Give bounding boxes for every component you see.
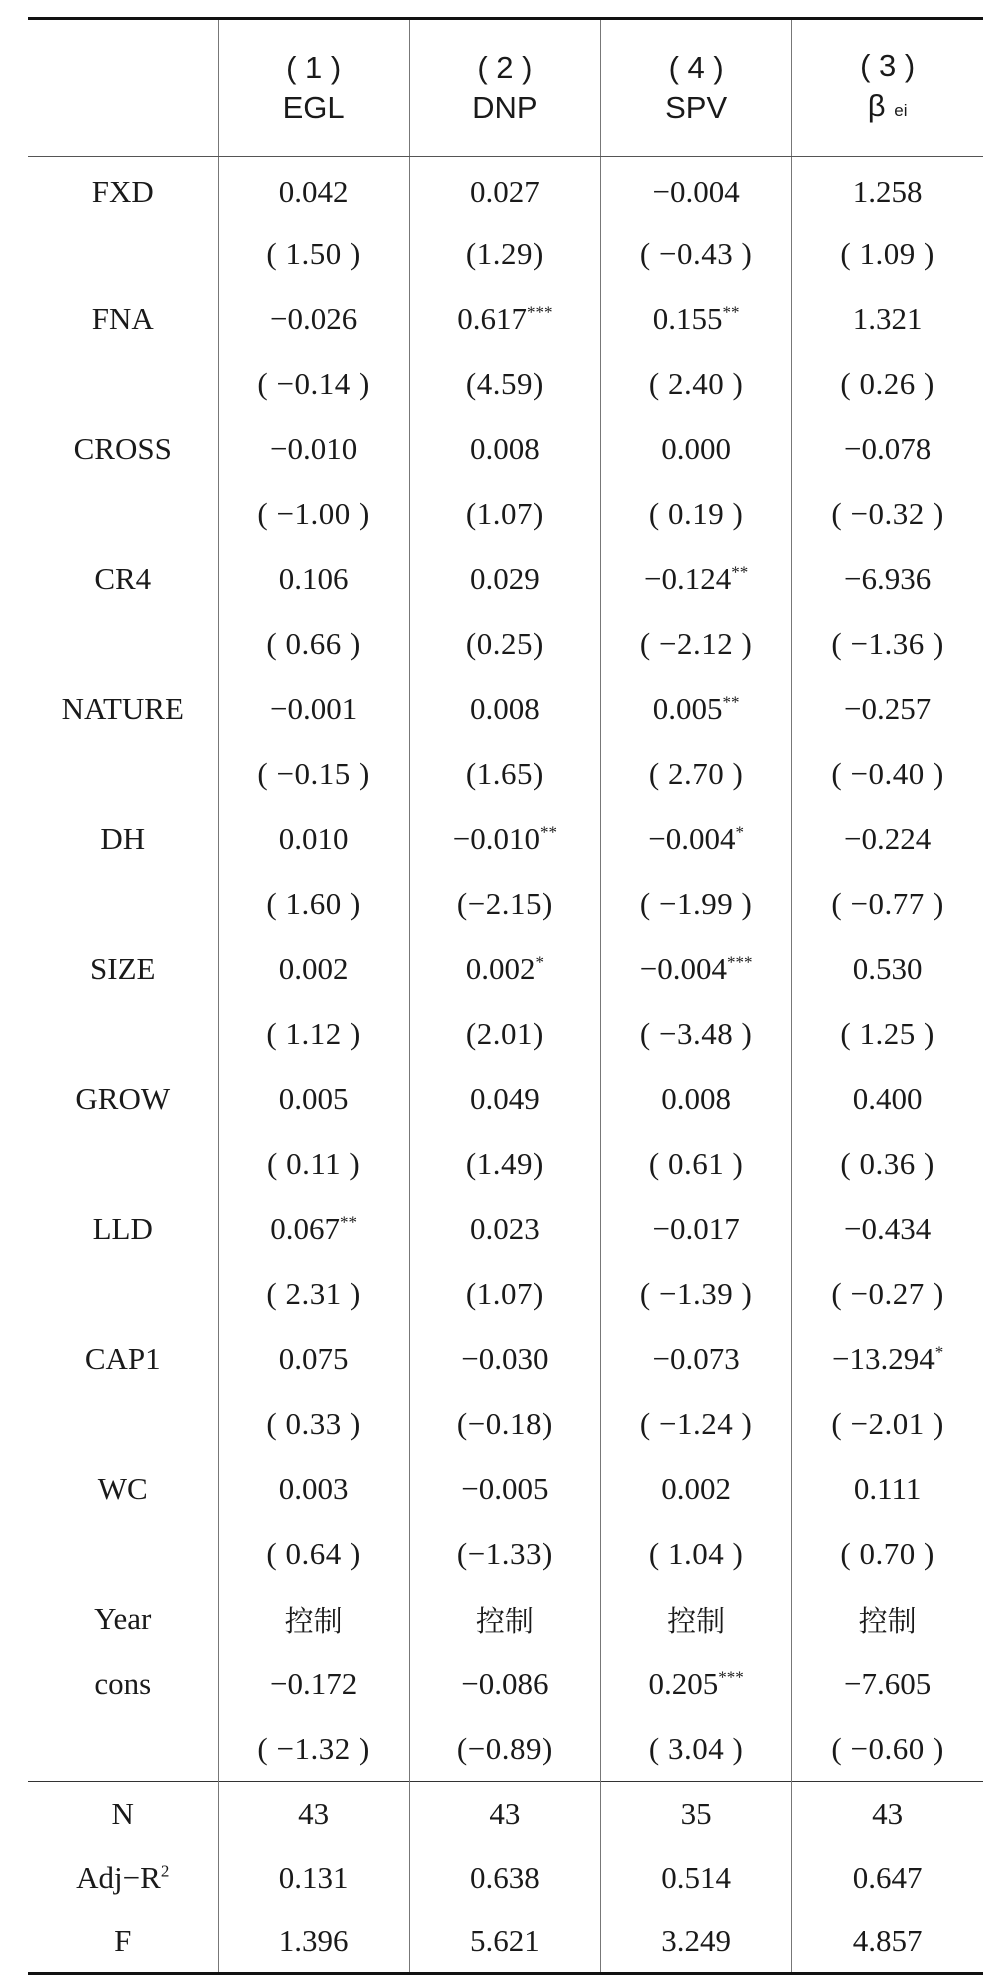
coef-value: 0.002 bbox=[465, 951, 536, 986]
coef-value: −0.078 bbox=[844, 431, 932, 466]
coef-cell bbox=[409, 547, 600, 612]
coef-value: 0.023 bbox=[470, 1211, 540, 1246]
coef-value: 0.067 bbox=[270, 1211, 340, 1246]
coef-value: −7.605 bbox=[844, 1666, 932, 1701]
coef-value: −6.936 bbox=[844, 561, 932, 596]
stat-value: 0.638 bbox=[409, 1846, 600, 1910]
coef-cell bbox=[792, 807, 983, 872]
header-corner bbox=[28, 19, 218, 157]
col-header-spv bbox=[601, 19, 792, 157]
coef-value: 0.075 bbox=[278, 1341, 349, 1376]
coef-row bbox=[28, 807, 983, 872]
row-label: SIZE bbox=[28, 937, 218, 1002]
t-stat-row bbox=[28, 1262, 983, 1327]
significance-stars: ** bbox=[340, 1212, 357, 1232]
coef-value: 0.005 bbox=[278, 1081, 349, 1116]
t-stat-row bbox=[28, 352, 983, 417]
row-label: DH bbox=[28, 807, 218, 872]
t-stat-cell: ( −1.24 ) bbox=[601, 1392, 792, 1457]
coef-value: 0.008 bbox=[470, 431, 540, 466]
coef-value: 0.002 bbox=[278, 951, 349, 986]
stat-value: 1.396 bbox=[218, 1910, 409, 1974]
t-stat-cell: ( 1.04 ) bbox=[601, 1522, 792, 1587]
t-stat-cell: ( −0.14 ) bbox=[218, 352, 409, 417]
coef-cell bbox=[218, 157, 409, 222]
stat-value: 43 bbox=[792, 1782, 983, 1846]
coef-value: 0.000 bbox=[661, 431, 731, 466]
coef-cell bbox=[409, 417, 600, 482]
coef-value: 0.530 bbox=[852, 951, 923, 986]
coef-value: −0.010 bbox=[270, 431, 358, 466]
coef-cell bbox=[218, 1457, 409, 1522]
coef-value: 0.617 bbox=[457, 301, 527, 336]
coef-row bbox=[28, 157, 983, 222]
t-stat-cell: ( 0.26 ) bbox=[792, 352, 983, 417]
row-label: LLD bbox=[28, 1197, 218, 1262]
t-stat-cell: ( −3.48 ) bbox=[601, 1002, 792, 1067]
row-label bbox=[28, 1846, 218, 1910]
row-label-empty bbox=[28, 222, 218, 287]
coef-cell bbox=[218, 417, 409, 482]
header-row bbox=[28, 19, 983, 157]
row-label-empty bbox=[28, 1392, 218, 1457]
coef-value: 0.205 bbox=[648, 1666, 719, 1701]
coef-value: −0.004 bbox=[648, 821, 736, 856]
row-label: FNA bbox=[28, 287, 218, 352]
t-stat-row bbox=[28, 482, 983, 547]
stat-value: 43 bbox=[218, 1782, 409, 1846]
row-label: WC bbox=[28, 1457, 218, 1522]
coef-cell bbox=[792, 417, 983, 482]
t-stat-row bbox=[28, 742, 983, 807]
coef-row bbox=[28, 677, 983, 742]
significance-stars: * bbox=[934, 1342, 944, 1362]
col-header-num: ( 4 ) bbox=[668, 50, 724, 85]
coef-row bbox=[28, 1457, 983, 1522]
col-header-name: SPV bbox=[665, 90, 728, 125]
coef-cell bbox=[601, 287, 792, 352]
t-stat-cell: (4.59) bbox=[409, 352, 600, 417]
t-stat-cell: (1.29) bbox=[409, 222, 600, 287]
coef-value: 0.155 bbox=[652, 301, 723, 336]
t-stat-cell: ( 1.09 ) bbox=[792, 222, 983, 287]
t-stat-cell: (1.07) bbox=[409, 1262, 600, 1327]
t-stat-cell: ( 0.11 ) bbox=[218, 1132, 409, 1197]
stat-row bbox=[28, 1782, 983, 1846]
coef-value: 0.027 bbox=[470, 174, 540, 210]
coef-row bbox=[28, 1067, 983, 1132]
t-stat-cell: ( 0.33 ) bbox=[218, 1392, 409, 1457]
coef-cell bbox=[792, 1652, 983, 1717]
t-stat-cell: ( 0.64 ) bbox=[218, 1522, 409, 1587]
coef-cell bbox=[409, 807, 600, 872]
year-row bbox=[28, 1587, 983, 1652]
coef-value: −0.030 bbox=[461, 1341, 549, 1376]
significance-stars: * bbox=[535, 952, 544, 972]
coef-value: −0.026 bbox=[270, 301, 358, 336]
row-label bbox=[28, 1910, 218, 1974]
coef-cell bbox=[218, 1652, 409, 1717]
coef-value: 1.258 bbox=[852, 174, 923, 210]
table-header bbox=[28, 19, 983, 157]
coef-cell bbox=[792, 1457, 983, 1522]
coef-cell bbox=[218, 937, 409, 1002]
t-stat-cell: ( 1.50 ) bbox=[218, 222, 409, 287]
row-label-empty bbox=[28, 872, 218, 937]
row-label: CAP1 bbox=[28, 1327, 218, 1392]
stat-value: 3.249 bbox=[601, 1910, 792, 1974]
t-stat-cell: ( −0.60 ) bbox=[792, 1717, 983, 1782]
coef-cell bbox=[601, 157, 792, 222]
coef-cell bbox=[792, 547, 983, 612]
stat-value: 0.514 bbox=[601, 1846, 792, 1910]
coef-cell bbox=[409, 1457, 600, 1522]
coef-value: 0.002 bbox=[661, 1471, 731, 1506]
t-stat-cell: ( −0.40 ) bbox=[792, 742, 983, 807]
coef-value: 0.010 bbox=[278, 821, 349, 856]
coef-value: 0.042 bbox=[278, 174, 349, 210]
coef-row bbox=[28, 417, 983, 482]
t-stat-cell: (1.07) bbox=[409, 482, 600, 547]
coef-value: −0.010 bbox=[452, 821, 540, 856]
control-cell: 控制 bbox=[409, 1587, 600, 1652]
stat-value: 0.131 bbox=[218, 1846, 409, 1910]
t-stat-cell: (−2.15) bbox=[409, 872, 600, 937]
coef-cell bbox=[601, 1197, 792, 1262]
significance-stars: ** bbox=[539, 822, 557, 842]
significance-stars: ** bbox=[722, 302, 740, 322]
t-stat-cell: ( −2.12 ) bbox=[601, 612, 792, 677]
coef-cell bbox=[409, 1067, 600, 1132]
row-label: CROSS bbox=[28, 417, 218, 482]
t-stat-cell: ( −0.43 ) bbox=[601, 222, 792, 287]
t-stat-cell: ( −1.99 ) bbox=[601, 872, 792, 937]
t-stat-cell: ( −0.77 ) bbox=[792, 872, 983, 937]
coef-value: −0.224 bbox=[844, 821, 932, 856]
coef-row bbox=[28, 1197, 983, 1262]
coef-row bbox=[28, 1652, 983, 1717]
stat-value: 5.621 bbox=[409, 1910, 600, 1974]
t-stat-cell: ( 2.70 ) bbox=[601, 742, 792, 807]
t-stat-cell: ( 1.12 ) bbox=[218, 1002, 409, 1067]
coef-value: −0.004 bbox=[639, 951, 727, 986]
coef-value: 0.111 bbox=[853, 1471, 922, 1506]
row-label: cons bbox=[28, 1652, 218, 1717]
coef-value: −0.124 bbox=[644, 561, 732, 596]
stat-value: 4.857 bbox=[792, 1910, 983, 1974]
t-stat-row bbox=[28, 612, 983, 677]
coef-value: 0.029 bbox=[470, 561, 540, 596]
coef-cell bbox=[409, 287, 600, 352]
coef-cell bbox=[601, 1457, 792, 1522]
t-stat-cell: (−0.18) bbox=[409, 1392, 600, 1457]
significance-stars: * bbox=[735, 822, 744, 842]
coef-row bbox=[28, 937, 983, 1002]
row-label-empty bbox=[28, 1002, 218, 1067]
coef-value: 0.400 bbox=[852, 1081, 923, 1116]
row-label-empty bbox=[28, 1132, 218, 1197]
t-stat-row bbox=[28, 1002, 983, 1067]
coef-value: −0.005 bbox=[461, 1471, 549, 1506]
col-header-name bbox=[792, 86, 983, 131]
control-cell: 控制 bbox=[792, 1587, 983, 1652]
coef-cell bbox=[218, 1197, 409, 1262]
t-stat-cell: ( 0.36 ) bbox=[792, 1132, 983, 1197]
t-stat-row bbox=[28, 872, 983, 937]
coef-value: 0.008 bbox=[470, 691, 540, 726]
stat-row bbox=[28, 1910, 983, 1974]
t-stat-cell: ( −0.27 ) bbox=[792, 1262, 983, 1327]
coef-cell bbox=[792, 1067, 983, 1132]
t-stat-cell: ( 0.61 ) bbox=[601, 1132, 792, 1197]
significance-stars: *** bbox=[726, 952, 753, 972]
coef-value: −0.004 bbox=[652, 174, 740, 210]
coef-cell bbox=[218, 1067, 409, 1132]
coef-cell bbox=[792, 677, 983, 742]
coef-value: 0.005 bbox=[652, 691, 723, 726]
stat-value: 35 bbox=[601, 1782, 792, 1846]
row-label: FXD bbox=[28, 157, 218, 222]
t-stat-cell: (0.25) bbox=[409, 612, 600, 677]
coef-value: 0.008 bbox=[661, 1081, 731, 1116]
t-stat-row bbox=[28, 1132, 983, 1197]
col-header-beta bbox=[792, 19, 983, 157]
t-stat-cell: ( 0.70 ) bbox=[792, 1522, 983, 1587]
t-stat-cell: ( −0.32 ) bbox=[792, 482, 983, 547]
coef-cell bbox=[792, 937, 983, 1002]
coef-cell bbox=[792, 287, 983, 352]
stat-label: Adj−R bbox=[76, 1859, 161, 1895]
t-stat-cell: ( 3.04 ) bbox=[601, 1717, 792, 1782]
row-label: CR4 bbox=[28, 547, 218, 612]
significance-stars: ** bbox=[722, 692, 740, 712]
coef-cell bbox=[601, 677, 792, 742]
t-stat-row bbox=[28, 1522, 983, 1587]
coef-cell bbox=[792, 157, 983, 222]
t-stat-cell: ( −1.00 ) bbox=[218, 482, 409, 547]
row-label bbox=[28, 1782, 218, 1846]
row-label-empty bbox=[28, 482, 218, 547]
coef-value: −0.073 bbox=[652, 1341, 740, 1376]
coef-value: 0.003 bbox=[278, 1471, 349, 1506]
t-stat-row bbox=[28, 1717, 983, 1782]
t-stat-cell: ( 0.66 ) bbox=[218, 612, 409, 677]
row-label-empty bbox=[28, 352, 218, 417]
stat-value: 43 bbox=[409, 1782, 600, 1846]
t-stat-cell: ( −1.32 ) bbox=[218, 1717, 409, 1782]
coef-value: −0.172 bbox=[270, 1666, 358, 1701]
col-header-num: ( 1 ) bbox=[286, 50, 342, 85]
coef-cell bbox=[409, 937, 600, 1002]
t-stat-cell: (1.49) bbox=[409, 1132, 600, 1197]
regression-table bbox=[28, 17, 983, 1975]
coef-value: 0.049 bbox=[470, 1081, 540, 1116]
beta-symbol: β bbox=[867, 87, 886, 123]
t-stat-cell: ( 2.40 ) bbox=[601, 352, 792, 417]
t-stat-cell: (−1.33) bbox=[409, 1522, 600, 1587]
coef-value: −0.001 bbox=[270, 691, 358, 726]
t-stat-cell: (1.65) bbox=[409, 742, 600, 807]
coef-cell bbox=[218, 677, 409, 742]
coef-value: 0.106 bbox=[278, 561, 349, 596]
coef-cell bbox=[409, 677, 600, 742]
control-cell: 控制 bbox=[601, 1587, 792, 1652]
coef-cell bbox=[409, 157, 600, 222]
t-stat-cell: ( 1.60 ) bbox=[218, 872, 409, 937]
col-header-num: ( 2 ) bbox=[477, 50, 533, 85]
coef-value: −0.017 bbox=[652, 1211, 740, 1246]
coef-cell bbox=[218, 807, 409, 872]
col-header-egl bbox=[218, 19, 409, 157]
coef-value: −0.086 bbox=[461, 1666, 549, 1701]
coef-cell bbox=[409, 1652, 600, 1717]
coef-cell bbox=[792, 1327, 983, 1392]
significance-stars: ** bbox=[731, 562, 749, 582]
row-label-empty bbox=[28, 1522, 218, 1587]
col-header-name: EGL bbox=[282, 90, 345, 125]
coef-cell bbox=[792, 1197, 983, 1262]
coef-row bbox=[28, 287, 983, 352]
significance-stars: *** bbox=[527, 302, 553, 322]
t-stat-cell: ( −1.36 ) bbox=[792, 612, 983, 677]
t-stat-cell: ( −2.01 ) bbox=[792, 1392, 983, 1457]
coef-row bbox=[28, 1327, 983, 1392]
beta-subscript: ei bbox=[894, 100, 908, 120]
coef-cell bbox=[409, 1197, 600, 1262]
stat-value: 0.647 bbox=[792, 1846, 983, 1910]
t-stat-cell: ( −1.39 ) bbox=[601, 1262, 792, 1327]
row-label: NATURE bbox=[28, 677, 218, 742]
t-stat-cell: ( −0.15 ) bbox=[218, 742, 409, 807]
control-cell: 控制 bbox=[218, 1587, 409, 1652]
coef-value: −0.257 bbox=[844, 691, 932, 726]
coef-cell bbox=[601, 937, 792, 1002]
coef-cell bbox=[601, 547, 792, 612]
coef-cell bbox=[601, 1067, 792, 1132]
t-stat-cell: ( 0.19 ) bbox=[601, 482, 792, 547]
stat-label: N bbox=[111, 1795, 134, 1831]
stat-label: F bbox=[114, 1922, 132, 1958]
coef-cell bbox=[601, 807, 792, 872]
t-stat-cell: (2.01) bbox=[409, 1002, 600, 1067]
col-header-name: DNP bbox=[472, 90, 538, 125]
t-stat-cell: (−0.89) bbox=[409, 1717, 600, 1782]
t-stat-cell: ( 1.25 ) bbox=[792, 1002, 983, 1067]
coef-value: −13.294 bbox=[832, 1341, 935, 1376]
coefficient-body bbox=[28, 157, 983, 1782]
t-stat-row bbox=[28, 222, 983, 287]
t-stat-row bbox=[28, 1392, 983, 1457]
coef-cell bbox=[409, 1327, 600, 1392]
row-label-empty bbox=[28, 612, 218, 677]
stat-row bbox=[28, 1846, 983, 1910]
coef-value: 1.321 bbox=[852, 301, 923, 336]
coef-cell bbox=[218, 1327, 409, 1392]
row-label-empty bbox=[28, 1717, 218, 1782]
t-stat-cell: ( 2.31 ) bbox=[218, 1262, 409, 1327]
coef-cell bbox=[218, 547, 409, 612]
row-label-empty bbox=[28, 1262, 218, 1327]
row-label: Year bbox=[28, 1587, 218, 1652]
statistics-body bbox=[28, 1782, 983, 1974]
row-label-empty bbox=[28, 742, 218, 807]
coef-cell bbox=[218, 287, 409, 352]
coef-row bbox=[28, 547, 983, 612]
row-label: GROW bbox=[28, 1067, 218, 1132]
significance-stars: *** bbox=[718, 1667, 744, 1687]
coef-cell bbox=[601, 1652, 792, 1717]
coef-value: −0.434 bbox=[844, 1211, 932, 1246]
col-header-dnp bbox=[409, 19, 600, 157]
col-header-num: ( 3 ) bbox=[860, 47, 916, 83]
coef-cell bbox=[601, 1327, 792, 1392]
stat-label-superscript: 2 bbox=[160, 1861, 170, 1881]
coef-cell bbox=[601, 417, 792, 482]
